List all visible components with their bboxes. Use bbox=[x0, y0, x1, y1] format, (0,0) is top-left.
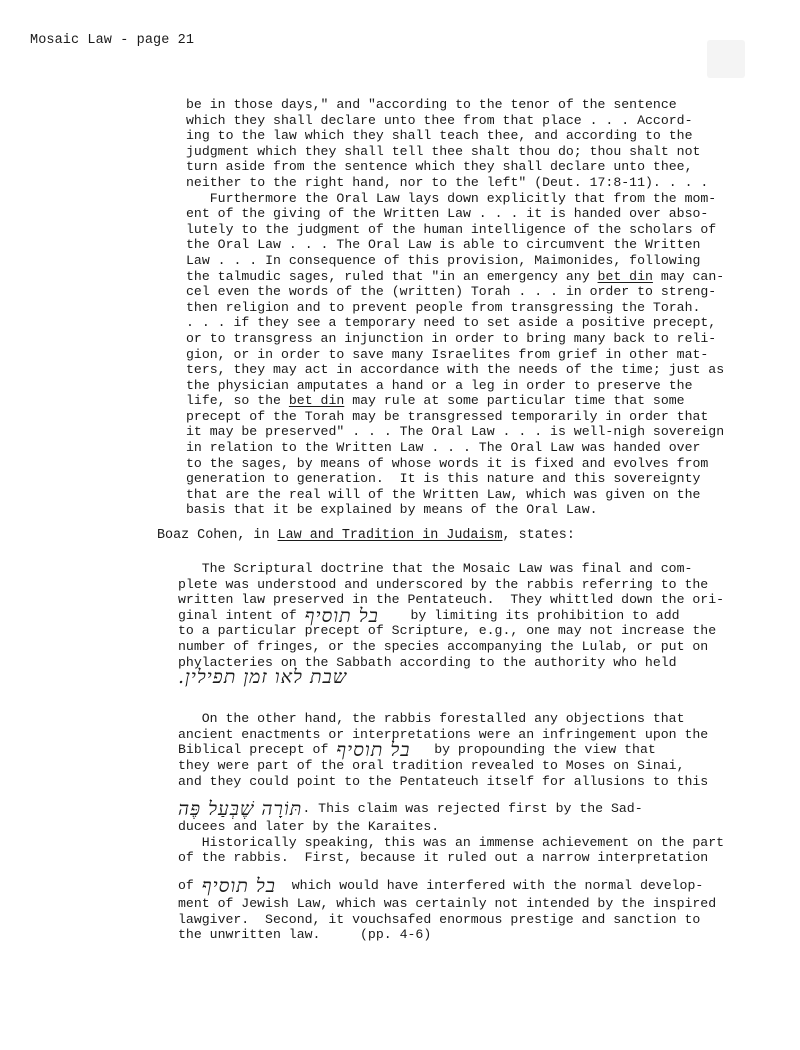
text-fragment: by limiting its prohibition to add bbox=[378, 607, 680, 623]
text-line: the Oral Law . . . The Oral Law is able to circumvent the Written bbox=[186, 237, 701, 253]
text-fragment: the talmudic sages, ruled that "in an emergency any bbox=[186, 268, 598, 284]
text-line: generation to generation. It is this nature and this sovereignty bbox=[186, 471, 701, 487]
text-line: to the sages, by means of whose words it is fixed and evolves from bbox=[186, 455, 709, 471]
text-fragment: of bbox=[178, 877, 202, 893]
text-line bbox=[178, 798, 724, 821]
text-fragment: may rule at some particular time that some bbox=[344, 393, 685, 409]
text-fragment: ginal intent of bbox=[178, 607, 305, 623]
text-line bbox=[157, 528, 575, 544]
text-line: the physician amputates a hand or a leg in order to preserve the bbox=[186, 377, 693, 393]
quote-block-oral-law bbox=[186, 97, 724, 518]
text-line: The Scriptural doctrine that the Mosaic Law was final and com- bbox=[178, 561, 693, 576]
text-line bbox=[178, 874, 724, 897]
text-line bbox=[186, 393, 724, 409]
spacer bbox=[178, 696, 724, 711]
text-line: precept of the Torah may be transgressed temporarily in order that bbox=[186, 408, 709, 424]
text-line: in relation to the Written Law . . . The Oral Law was handed over bbox=[186, 440, 701, 456]
text-line: judgment which they shall tell thee shalt thou do; thou shalt not bbox=[186, 143, 701, 159]
text-line: Historically speaking, this was an immense achievement on the part bbox=[178, 834, 725, 850]
text-line: the unwritten law. (pp. 4-6) bbox=[178, 927, 432, 943]
text-line: ment of Jewish Law, which was certainly not intended by the inspired bbox=[178, 895, 717, 911]
text-line: that are the real will of the Written Law, which was given on the bbox=[186, 486, 701, 502]
text-line: written law preserved in the Pentateuch. They whittled down the ori- bbox=[178, 592, 725, 608]
hebrew-shabbat-tefillin: שבת לאו זמן תפילין. bbox=[178, 666, 348, 689]
text-line: ent of the giving of the Written Law . . . it is handed over abso- bbox=[186, 206, 709, 222]
text-fragment: life, so the bbox=[186, 393, 289, 409]
text-line: number of fringes, or the species accompanying the Lulab, or put on bbox=[178, 638, 709, 654]
scan-artifact bbox=[707, 40, 745, 78]
text-fragment: , states: bbox=[502, 528, 575, 543]
citation-intro bbox=[157, 528, 575, 544]
text-fragment: . This claim was rejected first by the Sad- bbox=[302, 801, 643, 817]
hebrew-line bbox=[178, 666, 724, 696]
text-line: On the other hand, the rabbis forestalled any objections that bbox=[178, 711, 685, 727]
text-line bbox=[178, 739, 724, 762]
text-line: Furthermore the Oral Law lays down explicitly that from the mom- bbox=[186, 190, 717, 206]
term-bet-din: bet din bbox=[288, 393, 345, 409]
text-line: or to transgress an injunction in order to bring many back to reli- bbox=[186, 330, 717, 346]
hebrew-bal-tosif: בל תוסיף bbox=[201, 874, 276, 897]
text-line: plete was understood and underscored by the rabbis referring to the bbox=[178, 576, 709, 592]
text-line: and they could point to the Pentateuch itself for allusions to this bbox=[178, 773, 709, 789]
text-line: ing to the law which they shall teach thee, and according to the bbox=[186, 128, 693, 144]
book-title: Law and Tradition in Judaism bbox=[277, 528, 503, 543]
hebrew-bal-tosif: בל תוסיף bbox=[304, 604, 379, 627]
text-line: which they shall declare unto thee from that place . . . Accord- bbox=[186, 112, 693, 128]
text-line: turn aside from the sentence which they shall declare unto thee, bbox=[186, 159, 693, 175]
text-line: then religion and to prevent people from transgressing the Torah. bbox=[186, 299, 701, 315]
text-line: lutely to the judgment of the human intelligence of the scholars of bbox=[186, 221, 717, 237]
page-header: Mosaic Law - page 21 bbox=[30, 33, 195, 48]
text-line bbox=[178, 604, 724, 627]
text-fragment: may can- bbox=[652, 268, 725, 284]
text-line: gion, or in order to save many Israelites from grief in other mat- bbox=[186, 346, 709, 362]
hebrew-torah-she-beal-peh: תּוֹרָה שֶׁבְּעַל פֶּה bbox=[178, 798, 303, 821]
text-line: ancient enactments or interpretations were an infringement upon the bbox=[178, 726, 709, 742]
text-line: lawgiver. Second, it vouchsafed enormous prestige and sanction to bbox=[178, 911, 701, 927]
text-fragment: Boaz Cohen, in bbox=[157, 528, 278, 543]
text-line: be in those days," and "according to the tenor of the sentence bbox=[186, 97, 677, 112]
quote-block-cohen bbox=[178, 561, 724, 943]
text-line: phylacteries on the Sabbath according to the authority who held bbox=[178, 654, 677, 670]
text-line: ters, they may act in accordance with the needs of the time; just as bbox=[186, 362, 725, 378]
text-line bbox=[186, 269, 724, 285]
text-line: it may be preserved" . . . The Oral Law . . . is well-nigh sovereign bbox=[186, 424, 725, 440]
hebrew-bal-tosif: בל תוסיף bbox=[336, 739, 411, 762]
term-bet-din: bet din bbox=[597, 268, 653, 284]
text-line: ducees and later by the Karaites. bbox=[178, 819, 440, 835]
text-fragment: which would have interfered with the normal develop- bbox=[275, 877, 704, 893]
text-line: to a particular precept of Scripture, e.g., one may not increase the bbox=[178, 623, 717, 639]
text-line: cel even the words of the (written) Torah . . . in order to streng- bbox=[186, 284, 717, 300]
text-line: of the rabbis. First, because it ruled out a narrow interpretation bbox=[178, 850, 709, 866]
text-line: they were part of the oral tradition revealed to Moses on Sinai, bbox=[178, 757, 685, 773]
text-fragment: by propounding the view that bbox=[410, 742, 656, 758]
text-line: Law . . . In consequence of this provision, Maimonides, following bbox=[186, 252, 701, 268]
text-line: basis that it be explained by means of the Oral Law. bbox=[186, 502, 598, 518]
text-fragment: Biblical precept of bbox=[178, 742, 337, 758]
text-line: . . . if they see a temporary need to set aside a positive precept, bbox=[186, 315, 717, 331]
text-line: neither to the right hand, nor to the left" (Deut. 17:8-11). . . . bbox=[186, 174, 709, 190]
